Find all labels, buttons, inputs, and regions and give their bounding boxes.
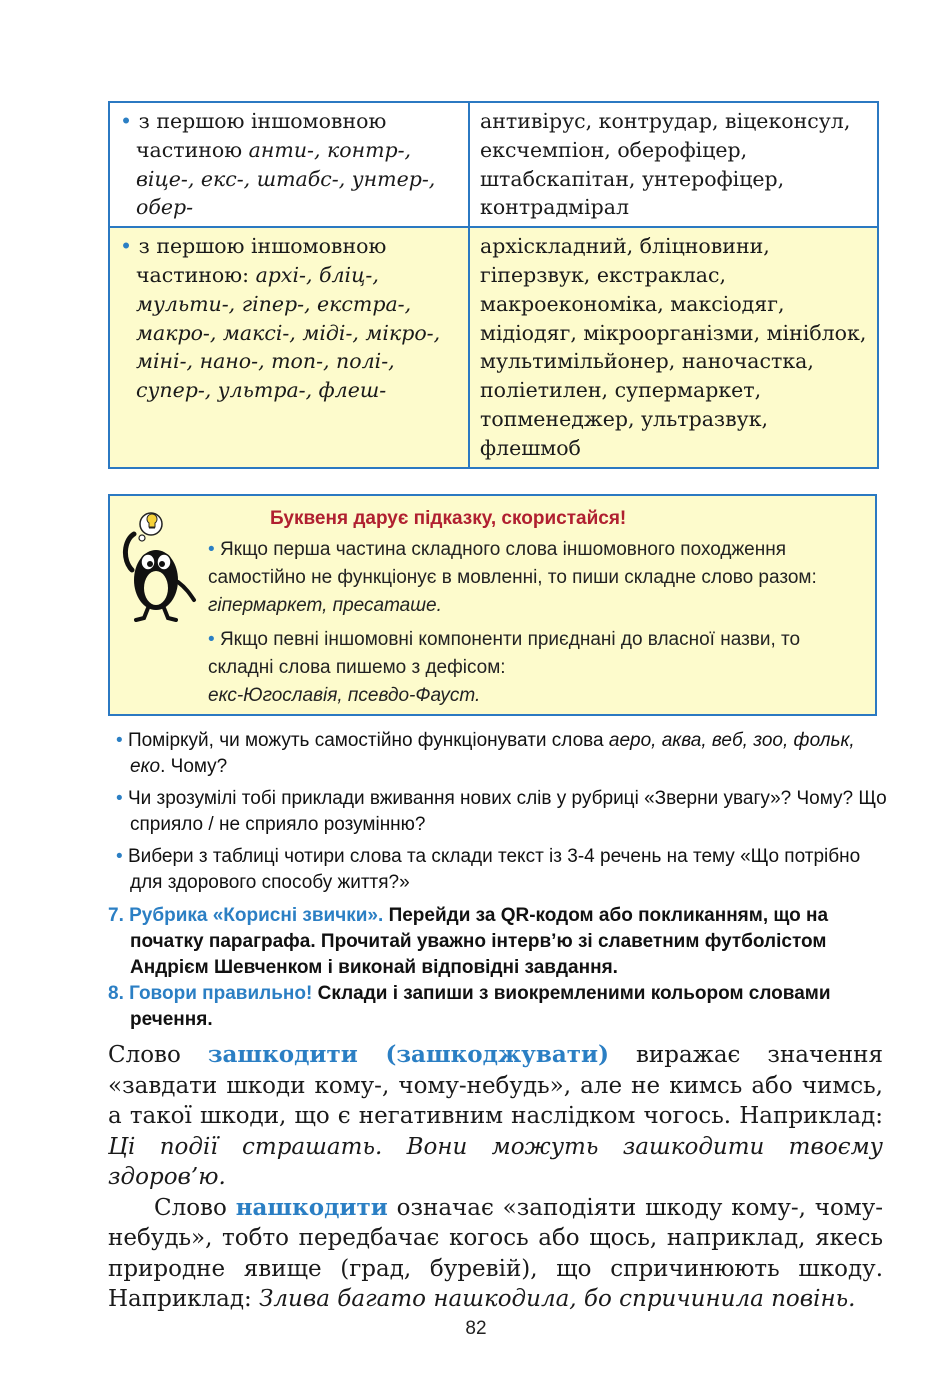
- bullet-icon: •: [116, 730, 123, 751]
- table-row: [109, 102, 878, 227]
- task-item: [108, 981, 888, 1033]
- tip-example: екс-Югославія, псевдо-Фауст.: [208, 685, 481, 706]
- tip-box: [108, 494, 877, 716]
- question-words: аеро, аква, веб, зоо, фольк, еко: [130, 730, 855, 777]
- examples-text: антивірус, контрудар, віцеконсул, ексчемпіон, оберофіцер, штабскапітан, унтерофіцер, контрадмірал: [480, 109, 851, 220]
- tip-text: Якщо перша частина складного слова іншомовного походження самостійно не функціонує в мовленні, то пиши складне слово разом:: [208, 539, 817, 588]
- examples-text: архіскладний, бліцновини, гіперзвук, екстраклас, макроекономіка, максіодяг, мідіодяг, мікроорганізми, мініблок, мультимільйонер, наночастка, поліетилен, супермаркет, топменеджер, ультразвук, флешмоб: [480, 234, 867, 460]
- tip-example: гіпермаркет, пресаташе.: [208, 595, 442, 616]
- task-text: Перейди за QR-кодом або покликанням, що на початку параграфа. Прочитай уважно інтерв’ю зі славетним футболістом Андрієм Шевченком і виконай відповідні завдання.: [130, 905, 829, 978]
- task-item: [108, 903, 888, 981]
- bullet-icon: •: [120, 234, 133, 259]
- task-heading: 7. Рубрика «Корисні звички».: [108, 905, 384, 926]
- tip-item: [208, 626, 868, 710]
- table-row: [109, 227, 878, 467]
- tasks-list: [108, 903, 888, 1033]
- questions-list: [108, 728, 888, 902]
- page-number: 82: [465, 1318, 487, 1339]
- question-item: • Вибери з таблиці чотири слова та склади текст із 3-4 речень на тему «Що потрібно для здорового способу життя?»: [116, 846, 861, 893]
- explanation-text: [108, 1040, 883, 1315]
- bullet-icon: •: [208, 629, 215, 650]
- rule-prefixes: архі-, бліц-, мульти-, гіпер-, екстра-, макро-, максі-, міді-, мікро-, міні-, нано-, топ-, полі-, супер-, ультра-, флеш-: [136, 262, 441, 403]
- keyword: зашкодити (зашкоджувати): [207, 1041, 609, 1068]
- bullet-icon: •: [120, 109, 133, 133]
- bullet-icon: •: [116, 788, 123, 809]
- rule-intro: з першою іншомовною частиною: [136, 109, 387, 162]
- rule-prefixes: анти-, контр-, віце-, екс-, штабс-, унтер-, обер-: [136, 137, 436, 220]
- prefix-rules-table: [108, 101, 879, 469]
- paragraph: Слово зашкодити (зашкоджувати) виражає значення «завдати шкоди кому-, чому-небудь», але не кимсь або чимсь, а такої шкоди, що є негативним наслідком чогось. Наприклад: Ці події страшать. Вони можуть зашкодити твоєму здоров’ю.: [108, 1041, 883, 1190]
- question-item: • Чи зрозумілі тобі приклади вживання нових слів у рубриці «Зверни увагу»? Чому? Що сприяло / не сприяло розумінню?: [116, 788, 887, 835]
- tip-item: [208, 536, 868, 620]
- table-cell-rule: [109, 102, 469, 227]
- task-heading: 8. Говори правильно!: [108, 983, 313, 1004]
- question-item: • Поміркуй, чи можуть самостійно функціонувати слова аеро, аква, веб, зоо, фольк, еко. Чому?: [116, 730, 855, 777]
- tip-title: Буквеня дарує підказку, скористайся!: [270, 508, 627, 529]
- tip-text: Якщо певні іншомовні компоненти приєднані до власної назви, то складні слова пишемо з дефісом:: [208, 629, 801, 678]
- table-cell-rule: [109, 227, 469, 467]
- mascot-letter-icon: [116, 510, 200, 622]
- task-text: Склади і запиши з виокремленими кольором словами речення.: [130, 983, 831, 1030]
- bullet-icon: •: [208, 539, 215, 560]
- bullet-icon: •: [116, 846, 123, 867]
- example-text: Ці події страшать. Вони можуть зашкодити твоєму здоров’ю.: [108, 1133, 883, 1190]
- table-cell-examples: [469, 227, 878, 467]
- example-text: Злива багато нашкодила, бо спричинила повінь.: [259, 1286, 856, 1312]
- tip-list: [208, 536, 868, 716]
- keyword: нашкодити: [235, 1193, 388, 1221]
- rule-intro: з першою іншомовною частиною:: [136, 234, 387, 287]
- paragraph: Слово нашкодити означає «заподіяти шкоду кому-, чому-небудь», тобто передбачає когось або щось, наприклад, якесь природне явище (град, буревій), що спричинюють шкоду. Наприклад: Злива багато нашкодила, бо спричинила повінь.: [108, 1193, 883, 1312]
- table-cell-examples: [469, 102, 878, 227]
